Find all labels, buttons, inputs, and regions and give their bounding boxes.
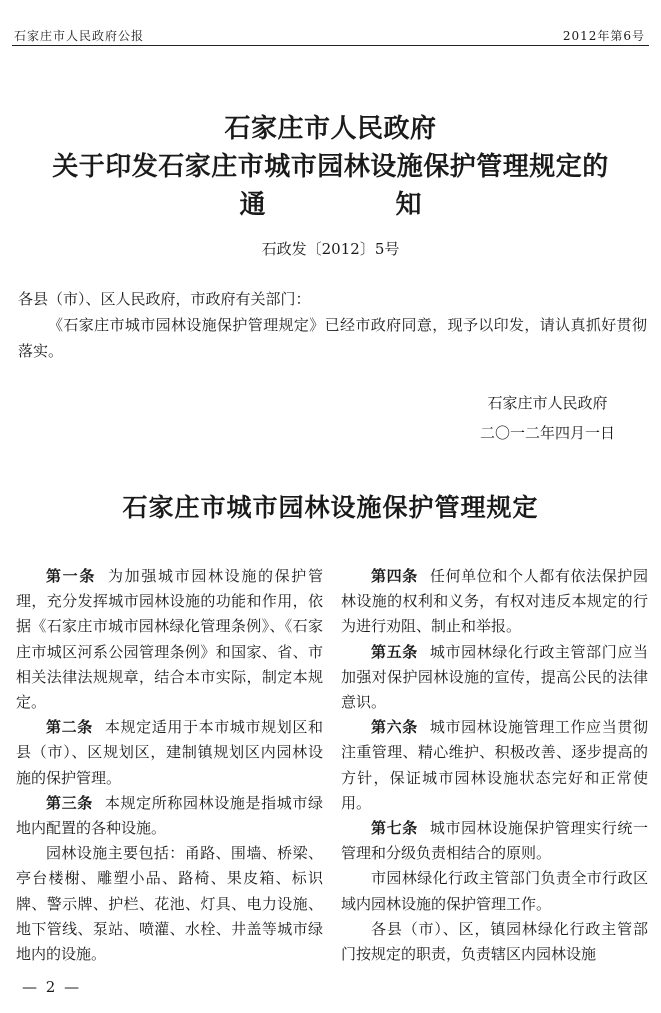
article-paragraph <box>341 917 648 967</box>
article-text: 本规定适用于本市城市规划区和县（市）、区规划区，建制镇规划区内园林设施的保护管理。 <box>16 718 323 787</box>
article-text: 园林设施主要包括：甬路、围墙、桥梁、亭台楼榭、雕塑小品、路椅、果皮箱、标识牌、警示牌、护栏、花池、灯具、电力设施、地下管线、泵站、喷灌、水栓、井盖等城市绿地内的设施。 <box>16 844 323 964</box>
article-label: 第六条 <box>371 718 418 737</box>
article-text: 为加强城市园林设施的保护管理，充分发挥城市园林设施的功能和作用，依据《石家庄市城市园林绿化管理条例》、《石家庄市城区河系公园管理条例》和国家、省、市相关法律法规规章，结合本市实际，制定本规定。 <box>16 567 323 712</box>
article-text: 本规定所称园林设施是指城市绿地内配置的各种设施。 <box>16 793 323 838</box>
notice-title-line2: 关于印发石家庄市城市园林设施保护管理规定的 <box>52 152 609 182</box>
notice-salutation: 各县（市）、区人民政府，市政府有关部门： <box>18 290 311 308</box>
article-paragraph <box>16 841 323 967</box>
running-header <box>12 23 649 46</box>
article-label: 第二条 <box>46 718 93 737</box>
article-paragraph <box>341 640 648 716</box>
document-number: 石政发〔2012〕5号 <box>261 240 400 258</box>
article-paragraph <box>16 791 323 841</box>
article-text: 任何单位和个人都有依法保护园林设施的权利和义务，有权对违反本规定的行为进行劝阻、制止和举报。 <box>341 567 648 636</box>
notice-text: 《石家庄市城市园林设施保护管理规定》已经市政府同意，现予以印发，请认真抓好贯彻落实。 <box>18 316 647 360</box>
article-paragraph <box>16 564 323 715</box>
issuer-name: 石家庄市人民政府 <box>487 394 608 412</box>
article-text: 城市园林设施管理工作应当贯彻注重管理、精心维护、积极改善、逐步提高的方针，保证城市园林设施状态完好和正常使用。 <box>341 718 648 812</box>
article-text: 市园林绿化行政主管部门负责全市行政区域内园林设施的保护管理工作。 <box>341 869 648 913</box>
article-label: 第三条 <box>46 793 93 812</box>
article-label: 第四条 <box>371 567 418 585</box>
article-paragraph <box>341 715 648 816</box>
regulation-body <box>16 564 648 974</box>
article-label: 第七条 <box>371 819 418 838</box>
issue-number: 2012年第6号 <box>562 29 645 43</box>
notice-signature <box>480 388 615 448</box>
article-paragraph <box>341 564 648 640</box>
notice-title <box>0 110 661 224</box>
regulation-title: 石家庄市城市园林设施保护管理规定 <box>122 493 539 522</box>
issue-date: 二〇一二年四月一日 <box>479 424 615 442</box>
article-paragraph <box>341 866 648 916</box>
article-paragraph <box>341 816 648 866</box>
article-label: 第一条 <box>46 567 96 585</box>
article-paragraph <box>16 715 323 791</box>
publication-name: 石家庄市人民政府公报 <box>14 29 145 43</box>
article-label: 第五条 <box>371 642 418 661</box>
page-number: — 2 — <box>22 978 82 996</box>
article-text: 各县（市）、区，镇园林绿化行政主管部门按规定的职责，负责辖区内园林设施 <box>341 919 648 964</box>
notice-body <box>18 286 647 364</box>
notice-title-line3: 通知 <box>239 190 552 220</box>
notice-title-line1: 石家庄市人民政府 <box>224 114 437 144</box>
left-column <box>16 564 323 967</box>
article-text: 城市园林绿化行政主管部门应当加强对保护园林设施的宣传，提高公民的法律意识。 <box>341 642 648 712</box>
right-column <box>341 564 648 967</box>
article-text: 城市园林设施保护管理实行统一管理和分级负责相结合的原则。 <box>341 819 648 863</box>
